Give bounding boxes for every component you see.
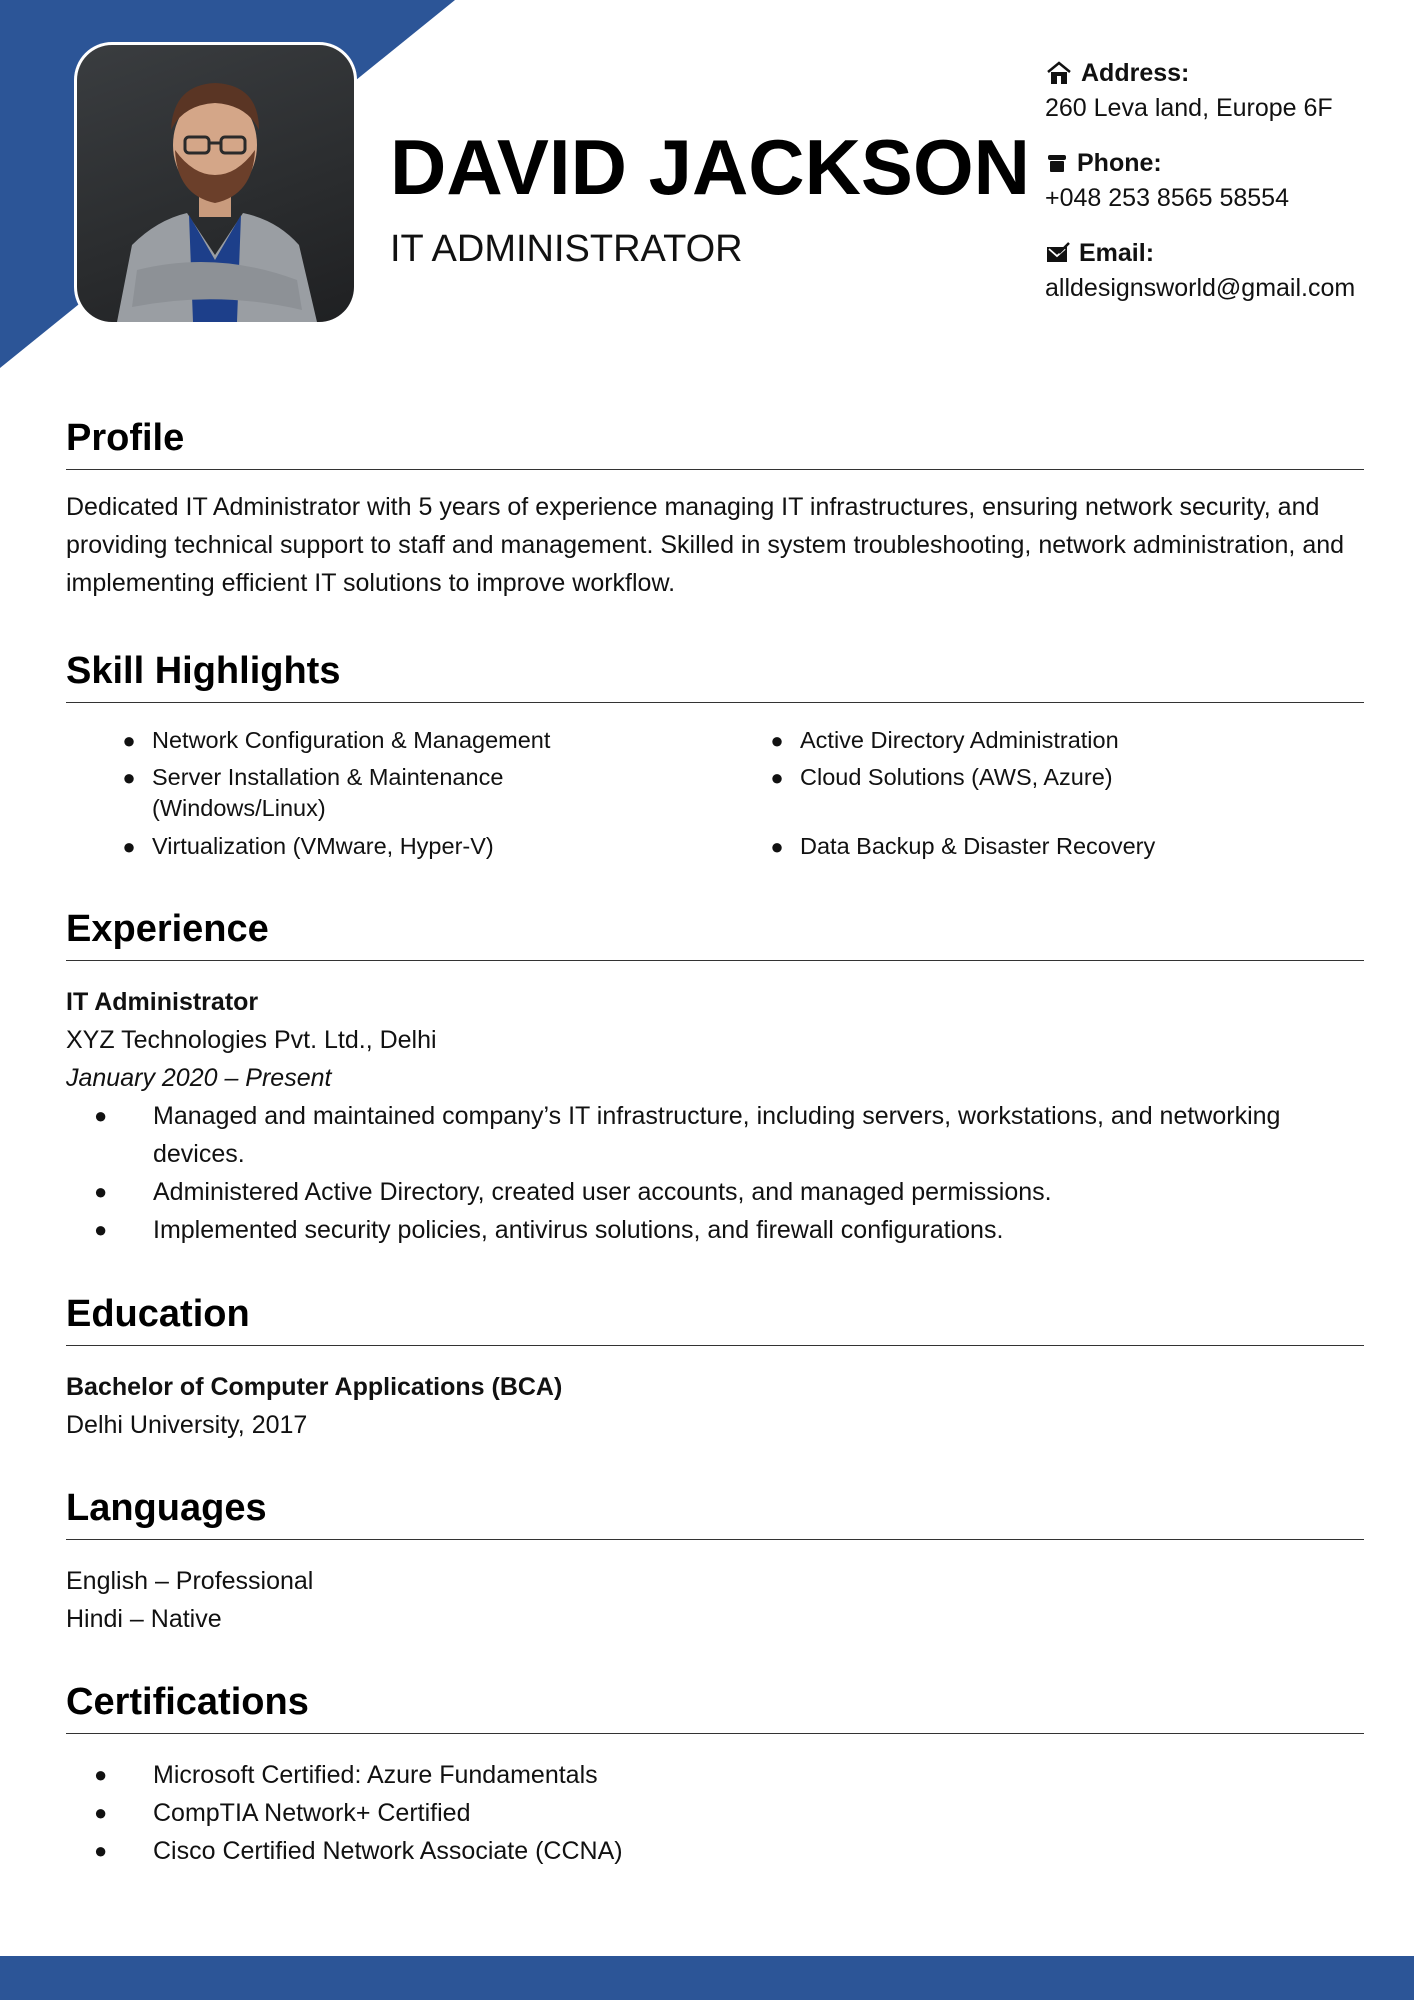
contact-phone <box>1045 146 1405 216</box>
certifications-heading: Certifications <box>66 1681 309 1723</box>
contact-email <box>1045 236 1405 306</box>
avatar <box>77 45 354 322</box>
education-section <box>66 1289 1364 1444</box>
profile-photo <box>77 45 354 322</box>
experience-dates: January 2020 – Present <box>66 1064 332 1092</box>
skill-item: ● Network Configuration & Management <box>106 725 550 756</box>
bullet-icon: ● <box>94 1762 108 1787</box>
education-school: Delhi University, 2017 <box>66 1411 308 1439</box>
profile-heading: Profile <box>66 417 185 459</box>
skill-item: ● Virtualization (VMware, Hyper-V) <box>106 831 494 862</box>
section-divider <box>66 1539 1364 1540</box>
profile-text: Dedicated IT Administrator with 5 years of experience managing IT infrastructures, ensuring network security, and providing technical support to staff and management. Skilled in system troubleshooting, network administration, and implementing efficient IT solutions to improve workflow. <box>66 493 1345 597</box>
experience-heading: Experience <box>66 908 269 950</box>
contact-panel <box>1045 56 1405 326</box>
address-value: 260 Leva land, Europe 6F <box>1045 94 1333 122</box>
bullet-icon: ● <box>770 834 784 859</box>
education-degree: Bachelor of Computer Applications (BCA) <box>66 1373 563 1401</box>
bullet-icon: ● <box>94 1103 108 1128</box>
languages-heading: Languages <box>66 1487 267 1529</box>
experience-role: IT Administrator <box>66 988 259 1016</box>
skill-item: ● Data Backup & Disaster Recovery <box>754 831 1155 862</box>
language-item: English – Professional <box>66 1567 314 1595</box>
skills-heading: Skill Highlights <box>66 650 341 692</box>
experience-bullets <box>66 1097 1364 1249</box>
profile-section <box>66 413 1364 602</box>
address-icon <box>1045 60 1073 86</box>
bullet-icon: ● <box>770 728 784 753</box>
list-item: ● Managed and maintained company’s IT infrastructure, including servers, workstations, and networking devices. <box>66 1097 1364 1173</box>
bullet-icon: ● <box>94 1179 108 1204</box>
bullet-icon: ● <box>122 728 136 753</box>
section-divider <box>66 1733 1364 1734</box>
list-item: ● CompTIA Network+ Certified <box>66 1794 1364 1832</box>
skills-section <box>66 646 1364 875</box>
phone-icon <box>1045 151 1069 175</box>
list-item: ● Microsoft Certified: Azure Fundamentals <box>66 1756 1364 1794</box>
email-label: Email: <box>1079 238 1155 267</box>
footer-accent-bar <box>0 1956 1414 2000</box>
bullet-icon: ● <box>122 834 136 859</box>
experience-company: XYZ Technologies Pvt. Ltd., Delhi <box>66 1026 437 1054</box>
skill-item: ● Active Directory Administration <box>754 725 1119 756</box>
education-heading: Education <box>66 1293 250 1335</box>
bullet-icon: ● <box>94 1838 108 1863</box>
phone-label: Phone: <box>1077 148 1162 177</box>
section-divider <box>66 702 1364 703</box>
bullet-icon: ● <box>770 765 784 790</box>
skill-item: ● Cloud Solutions (AWS, Azure) <box>754 762 1113 793</box>
section-divider <box>66 1345 1364 1346</box>
email-icon <box>1045 241 1071 265</box>
phone-value: +048 253 8565 58554 <box>1045 184 1289 212</box>
language-item: Hindi – Native <box>66 1605 222 1633</box>
profile-photo-frame <box>74 42 357 325</box>
list-item: ● Implemented security policies, antivirus solutions, and firewall configurations. <box>66 1211 1364 1249</box>
address-label: Address: <box>1081 58 1190 87</box>
skills-list <box>66 725 1364 875</box>
section-divider <box>66 469 1364 470</box>
candidate-name: DAVID JACKSON <box>390 123 1030 211</box>
experience-section <box>66 904 1364 1249</box>
bullet-icon: ● <box>122 765 136 790</box>
list-item: ● Cisco Certified Network Associate (CCNA) <box>66 1832 1364 1870</box>
bullet-icon: ● <box>94 1217 108 1242</box>
section-divider <box>66 960 1364 961</box>
skill-item: ● Server Installation & Maintenance (Windows/Linux) <box>106 762 546 824</box>
certifications-list <box>66 1756 1364 1870</box>
certifications-section <box>66 1677 1364 1870</box>
list-item: ● Administered Active Directory, created user accounts, and managed permissions. <box>66 1173 1364 1211</box>
email-value[interactable]: alldesignsworld@gmail.com <box>1045 274 1356 302</box>
languages-section <box>66 1483 1364 1638</box>
candidate-title: IT ADMINISTRATOR <box>390 228 743 270</box>
contact-address <box>1045 56 1405 126</box>
bullet-icon: ● <box>94 1800 108 1825</box>
